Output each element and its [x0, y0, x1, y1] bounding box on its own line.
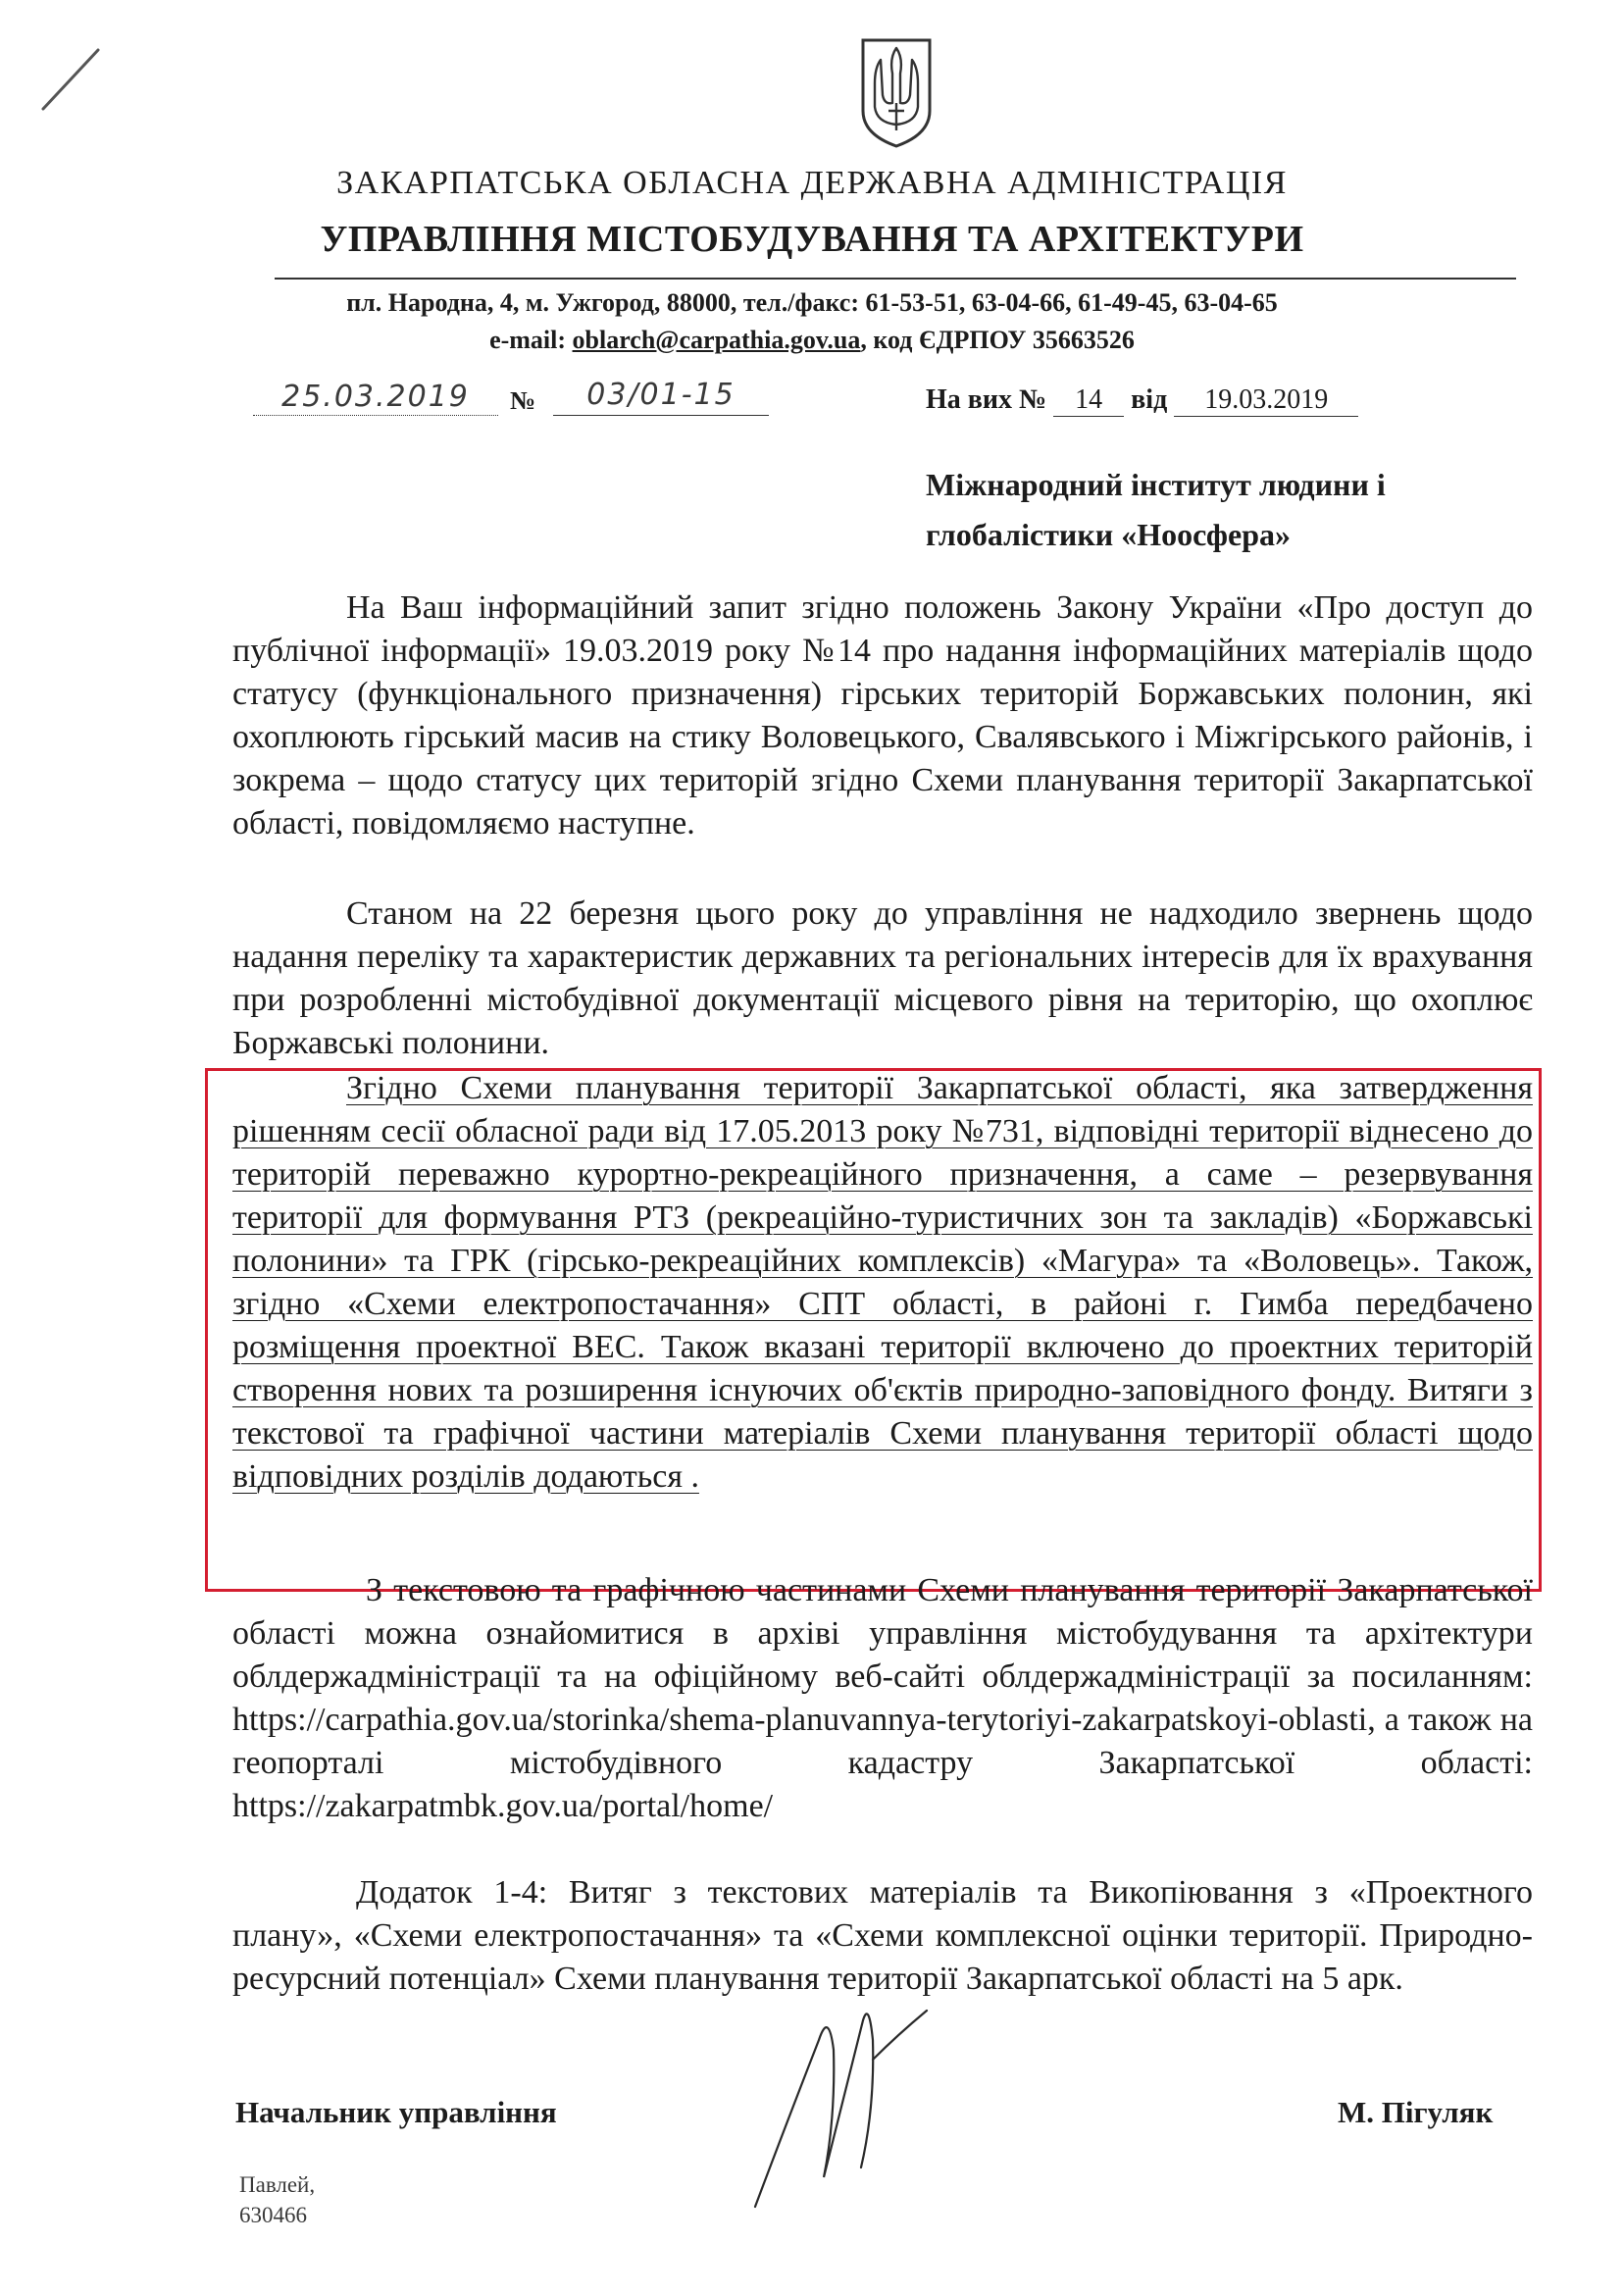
- coat-of-arms-icon: [857, 34, 936, 150]
- reference-label: На вих №: [926, 384, 1047, 415]
- edrpou-code: , код ЄДРПОУ 35663526: [860, 326, 1135, 354]
- header-divider: [275, 278, 1516, 280]
- reference-date: 19.03.2019: [1174, 384, 1358, 417]
- reference-from-label: від: [1131, 384, 1168, 415]
- executor-name: Павлей,: [239, 2172, 316, 2197]
- body-paragraph-3: Згідно Схеми планування території Закарпатської області, яка затвердження рішенням сесії обласної ради від 17.05.2013 року №731, відповідні території віднесено до територій переважно курортно-рекреаційного призначення, а саме – резервування території для формування РТЗ (рекреаційно-туристичних зон та закладів) «Боржавські полонини» та ГРК (гірсько-рекреаційних комплексів) «Магура» та «Воловець». Також, згідно «Схеми електропостачання» СПТ області, в районі г. Гимба передбачено розміщення проектної ВЕС. Також вказані території включено до проектних територій створення нових та розширення існуючих об'єктів природно-заповідного фонду. Витяги з текстової та графічної частини матеріалів Схеми планування території області щодо відповідних розділів додаються .: [232, 1070, 1533, 1495]
- executor-phone: 630466: [239, 2203, 307, 2227]
- attachment-note: Додаток 1-4: Витяг з текстових матеріалів та Викопіювання з «Проектного плану», «Схеми електропостачання» та «Схеми комплексної оцінки території. Природно-ресурсний потенціал» Схеми планування території Закарпатської області на 5 арк.: [232, 1874, 1533, 1997]
- highlight-box: [205, 1068, 1542, 1592]
- reference-line: [926, 384, 1358, 417]
- signatory-title: Начальник управління: [235, 2095, 557, 2129]
- registration-date: 25.03.2019: [253, 380, 498, 416]
- pen-mark: [37, 44, 104, 115]
- contact-address: пл. Народна, 4, м. Ужгород, 88000, тел./факс: 61-53-51, 63-04-66, 61-49-45, 63-04-65: [346, 288, 1278, 317]
- addressee-line-2: глобалістики «Ноосфера»: [926, 517, 1292, 552]
- registration-number-label: №: [510, 386, 536, 415]
- signatory-name: М. Пігуляк: [1338, 2095, 1494, 2129]
- body-paragraph-1: На Ваш інформаційний запит згідно положень Закону України «Про доступ до публічної інформації» 19.03.2019 року №14 про надання інформаційних матеріалів щодо статусу (функціонального призначення) гірських територій Боржавських полонин, які охоплюють гірський масив на стику Воловецького, Свалявського і Міжгірського районів, і зокрема – щодо статусу цих територій згідно Схеми планування території Закарпатської області, повідомляємо наступне.: [232, 589, 1533, 841]
- registration-number: 03/01-15: [553, 378, 769, 416]
- addressee-line-1: Міжнародний інститут людини і: [926, 467, 1386, 502]
- email-link[interactable]: oblarch@carpathia.gov.ua: [572, 326, 861, 354]
- organization-name: ЗАКАРПАТСЬКА ОБЛАСНА ДЕРЖАВНА АДМІНІСТРАЦІЯ: [336, 165, 1288, 201]
- handwritten-signature: [726, 1981, 941, 2226]
- email-label: e-mail:: [489, 326, 567, 354]
- body-paragraph-4: З текстовою та графічною частинами Схеми планування території Закарпатської області можна ознайомитися в архіві управління містобудування та архітектури облдержадміністрації та на офіційному веб-сайті облдержадміністрації за посиланням: https://carpathia.gov.ua/storinka/shema-planuvannya-terytoriyi-zakarpatskoyi-oblasti, а також на геопорталі містобудівного кадастру Закарпатської області: https://zakarpatmbk.gov.ua/portal/home/: [232, 1572, 1533, 1824]
- body-paragraph-2: Станом на 22 березня цього року до управління не надходило звернень щодо надання переліку та характеристик державних та регіональних інтересів для їх врахування при розробленні містобудівної документації місцевого рівня на територію, що охоплює Боржавські полонини.: [232, 895, 1533, 1061]
- department-name: УПРАВЛІННЯ МІСТОБУДУВАННЯ ТА АРХІТЕКТУРИ: [320, 219, 1304, 260]
- reference-number: 14: [1053, 384, 1124, 417]
- contact-email-line: [0, 326, 1624, 355]
